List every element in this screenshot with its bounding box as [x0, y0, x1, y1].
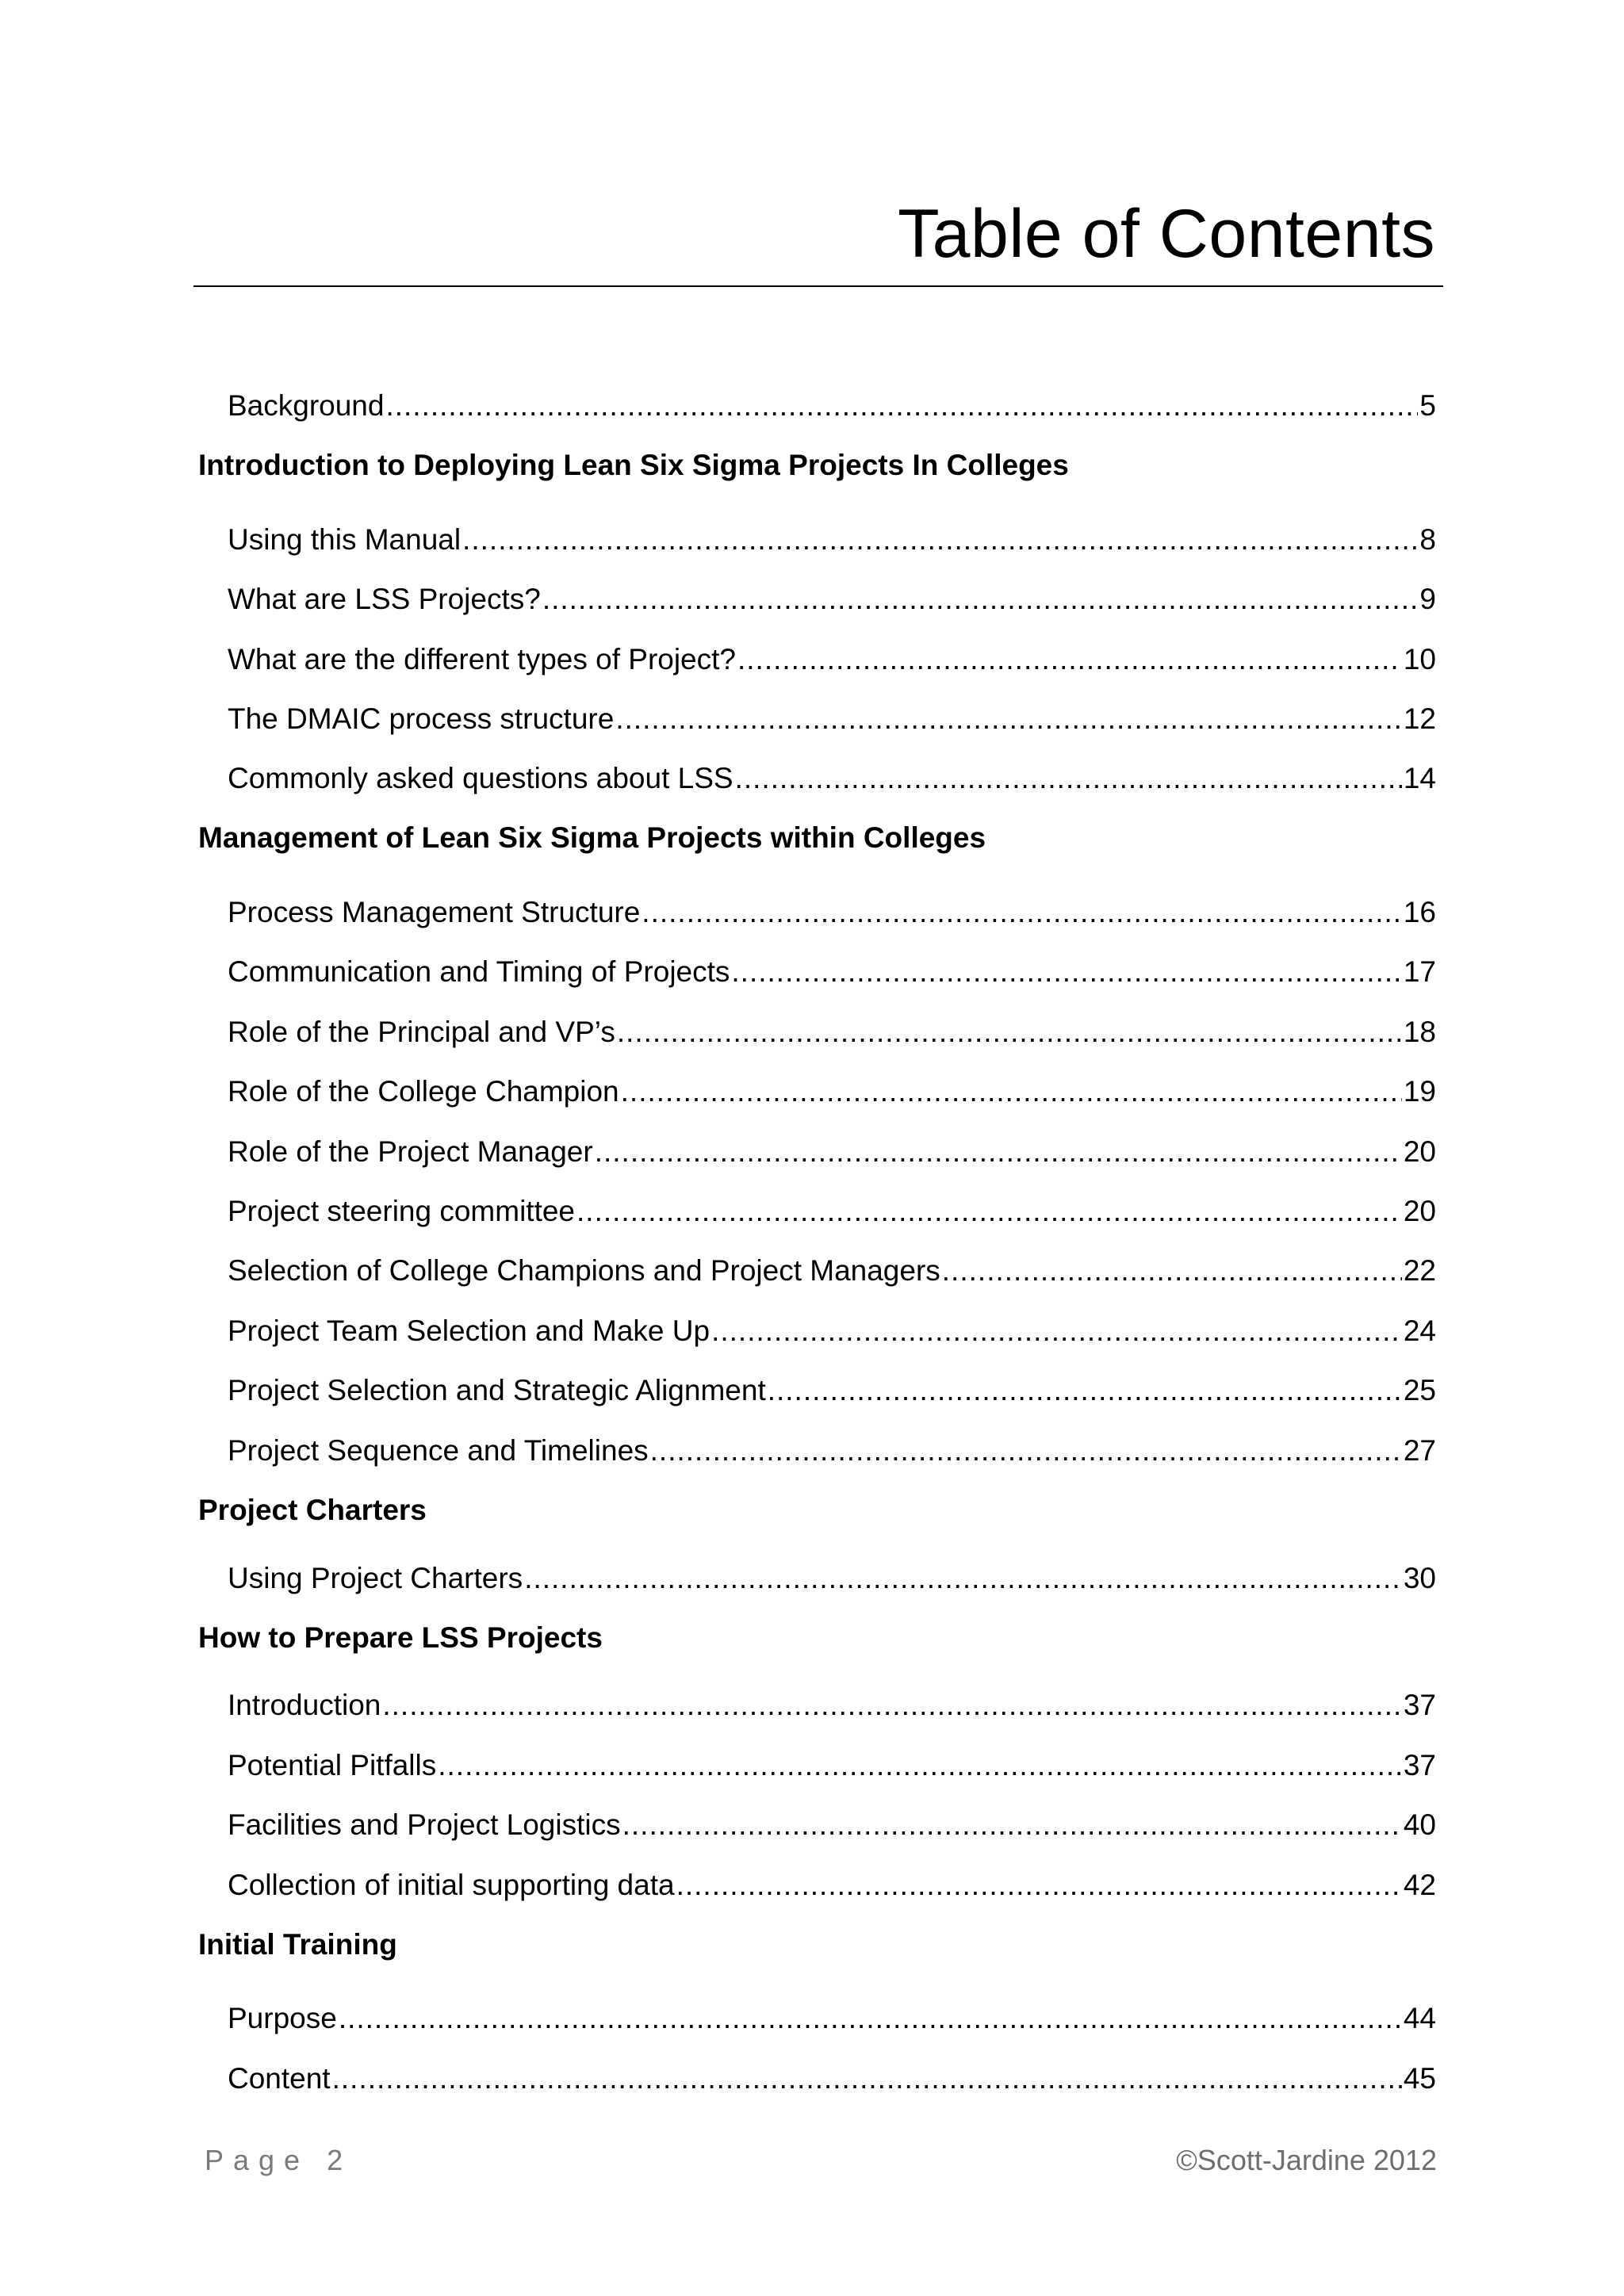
toc-section-heading[interactable]: Introduction to Deploying Lean Six Sigma Projects In Colleges: [198, 449, 1069, 481]
toc-dot-leader: [622, 1804, 1402, 1846]
toc-entry-page: 19: [1403, 1075, 1436, 1108]
toc-entry[interactable]: [228, 1804, 1436, 1846]
toc-entry-label: What are LSS Projects?: [228, 583, 541, 615]
toc-entry-label: The DMAIC process structure: [228, 702, 615, 735]
toc-entry[interactable]: [228, 639, 1436, 680]
toc-dot-leader: [737, 639, 1402, 680]
toc-entry-page: 27: [1403, 1434, 1436, 1467]
toc-entry-page: 37: [1403, 1749, 1436, 1781]
toc-entry[interactable]: [228, 2058, 1436, 2099]
toc-entry[interactable]: [228, 1071, 1436, 1112]
toc-entry-label: Role of the College Champion: [228, 1075, 619, 1108]
toc-entry[interactable]: [228, 1370, 1436, 1411]
toc-entry-label: Process Management Structure: [228, 896, 641, 928]
toc-entry-page: 42: [1403, 1869, 1436, 1901]
toc-entry-page: 37: [1403, 1689, 1436, 1721]
toc-entry-label: Using this Manual: [228, 523, 462, 556]
toc-entry-label: Selection of College Champions and Project Managers: [228, 1254, 940, 1287]
footer-copyright: ©Scott-Jardine 2012: [1176, 2144, 1437, 2176]
toc-entry-page: 8: [1419, 523, 1436, 556]
toc-entry-label: Facilities and Project Logistics: [228, 1808, 621, 1841]
toc-entry-page: 10: [1403, 643, 1436, 675]
toc-section-heading[interactable]: How to Prepare LSS Projects: [198, 1621, 603, 1654]
toc-dot-leader: [576, 1191, 1402, 1232]
toc-entry[interactable]: [228, 519, 1436, 561]
toc-dot-leader: [524, 1558, 1402, 1599]
toc-dot-leader: [332, 2058, 1402, 2099]
toc-entry-page: 40: [1403, 1808, 1436, 1841]
toc-dot-leader: [621, 1071, 1402, 1112]
toc-dot-leader: [382, 1685, 1401, 1726]
toc-entry[interactable]: [228, 1558, 1436, 1599]
toc-dot-leader: [438, 1745, 1402, 1786]
footer-page-number: Page 2: [205, 2144, 353, 2176]
toc-entry-label: Project Sequence and Timelines: [228, 1434, 649, 1467]
toc-entry-label: Collection of initial supporting data: [228, 1869, 675, 1901]
toc-entry-page: 16: [1403, 896, 1436, 928]
toc-dot-leader: [676, 1865, 1402, 1906]
toc-entry-page: 17: [1403, 955, 1436, 988]
toc-entry-page: 25: [1403, 1374, 1436, 1406]
toc-entry-label: What are the different types of Project?: [228, 643, 736, 675]
toc-dot-leader: [615, 698, 1402, 740]
toc-entry-background[interactable]: [228, 385, 1436, 427]
toc-dot-leader: [595, 1131, 1402, 1173]
toc-dot-leader: [711, 1311, 1402, 1352]
toc-dot-leader: [735, 758, 1402, 799]
toc-entry-label: Purpose: [228, 2002, 337, 2034]
toc-section-heading[interactable]: Initial Training: [198, 1928, 397, 1961]
toc-entry-label: Communication and Timing of Projects: [228, 955, 730, 988]
toc-entry[interactable]: [228, 951, 1436, 993]
toc-section-heading[interactable]: Management of Lean Six Sigma Projects within Colleges: [198, 821, 986, 854]
toc-entry-page: 9: [1419, 583, 1436, 615]
toc-entry-page: 30: [1403, 1562, 1436, 1594]
toc-dot-leader: [542, 579, 1419, 620]
toc-entry-page: 45: [1403, 2062, 1436, 2095]
toc-entry[interactable]: [228, 1311, 1436, 1352]
toc-section-heading[interactable]: Project Charters: [198, 1494, 427, 1526]
page-title: Table of Contents: [898, 196, 1435, 272]
toc-entry[interactable]: [228, 698, 1436, 740]
toc-entry[interactable]: [228, 1012, 1436, 1053]
toc-entry-page: 12: [1403, 702, 1436, 735]
toc-entry-label: Introduction: [228, 1689, 381, 1721]
toc-dot-leader: [339, 1998, 1402, 2039]
toc-entry-label: Project Selection and Strategic Alignment: [228, 1374, 766, 1406]
toc-entry-label: Role of the Principal and VP’s: [228, 1016, 615, 1048]
toc-dot-leader: [768, 1370, 1402, 1411]
toc-entry-label: Background: [228, 389, 385, 422]
toc-entry-label: Role of the Project Manager: [228, 1135, 593, 1168]
toc-entry[interactable]: [228, 1191, 1436, 1232]
toc-dot-leader: [462, 519, 1418, 561]
toc-entry[interactable]: [228, 579, 1436, 620]
toc-entry-page: 44: [1403, 2002, 1436, 2034]
toc-entry[interactable]: [228, 892, 1436, 933]
toc-entry-page: 24: [1403, 1314, 1436, 1347]
toc-entry-page: 18: [1403, 1016, 1436, 1048]
toc-entry[interactable]: [228, 1745, 1436, 1786]
toc-entry-label: Project Team Selection and Make Up: [228, 1314, 710, 1347]
toc-entry[interactable]: [228, 1430, 1436, 1471]
toc-entry-label: Commonly asked questions about LSS: [228, 762, 733, 794]
toc-entry[interactable]: [228, 1685, 1436, 1726]
toc-entry-page: 5: [1419, 389, 1436, 422]
toc-dot-leader: [650, 1430, 1402, 1471]
toc-entry[interactable]: [228, 758, 1436, 799]
toc-dot-leader: [731, 951, 1401, 993]
toc-entry[interactable]: [228, 1865, 1436, 1906]
toc-entry-label: Potential Pitfalls: [228, 1749, 437, 1781]
toc-entry-page: 20: [1403, 1195, 1436, 1227]
toc-entry-page: 22: [1403, 1254, 1436, 1287]
toc-entry-label: Using Project Charters: [228, 1562, 523, 1594]
toc-dot-leader: [617, 1012, 1402, 1053]
title-underline: [193, 285, 1443, 287]
toc-entry-page: 14: [1403, 762, 1436, 794]
toc-entry-page: 20: [1403, 1135, 1436, 1168]
toc-entry-label: Project steering committee: [228, 1195, 576, 1227]
toc-entry[interactable]: [228, 1250, 1436, 1292]
toc-dot-leader: [942, 1250, 1402, 1292]
toc-entry[interactable]: [228, 1131, 1436, 1173]
toc-entry-label: Content: [228, 2062, 331, 2095]
toc-dot-leader: [642, 892, 1402, 933]
toc-entry[interactable]: [228, 1998, 1436, 2039]
toc-dot-leader: [385, 385, 1418, 427]
